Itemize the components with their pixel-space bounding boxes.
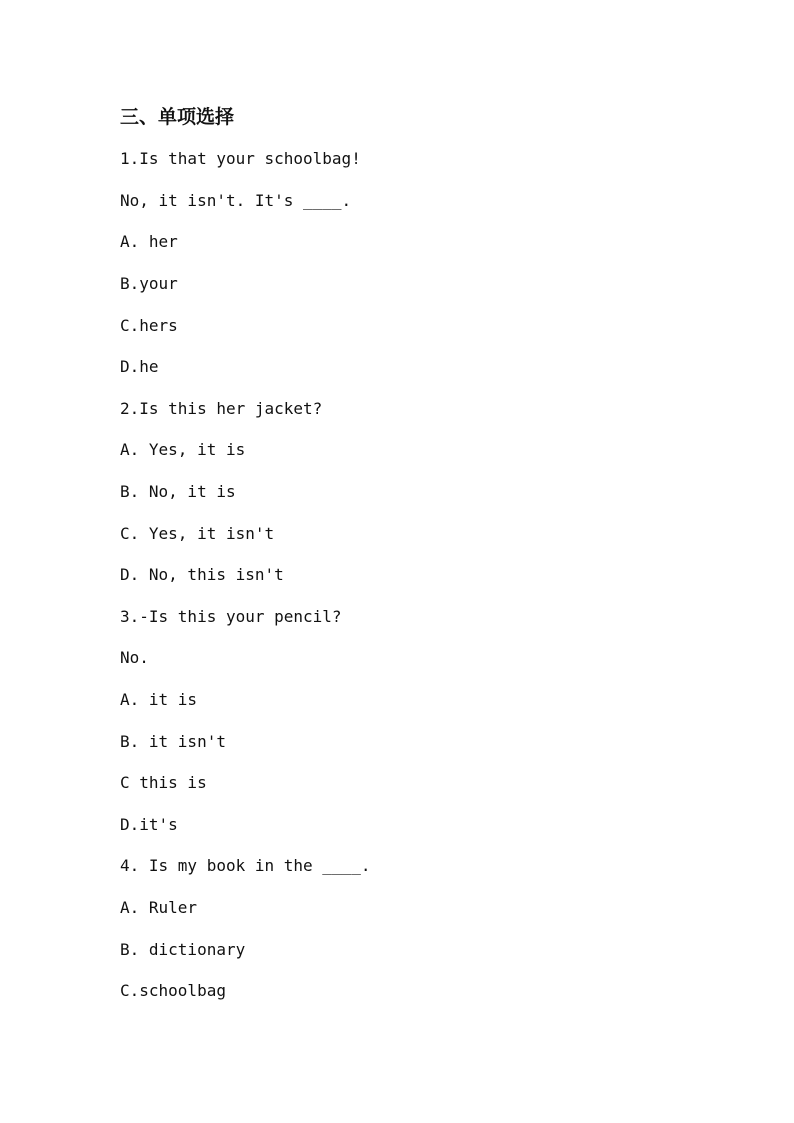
question-2-option-b: B. No, it is	[120, 482, 236, 501]
question-3-option-b: B. it isn't	[120, 732, 226, 751]
question-3-text: 3.-Is this your pencil?	[120, 607, 342, 626]
question-4-text: 4. Is my book in the ____.	[120, 856, 371, 875]
question-2-option-d: D. No, this isn't	[120, 565, 284, 584]
question-4-option-b: B. dictionary	[120, 940, 246, 959]
question-2-text: 2.Is this her jacket?	[120, 399, 323, 418]
question-3-option-a: A. it is	[120, 690, 198, 709]
question-4-option-c: C.schoolbag	[120, 981, 226, 1000]
question-1-option-c: C.hers	[120, 316, 178, 335]
question-2-option-a: A. Yes, it is	[120, 440, 246, 459]
question-1-option-a: A. her	[120, 232, 178, 251]
section-heading: 三、单项选择	[120, 106, 235, 128]
question-3-response: No.	[120, 648, 149, 667]
question-3-option-d: D.it's	[120, 815, 178, 834]
question-2-option-c: C. Yes, it isn't	[120, 524, 275, 543]
question-1-answer-prompt: No, it isn't. It's ____.	[120, 191, 352, 210]
question-4-option-a: A. Ruler	[120, 898, 198, 917]
question-1-text: 1.Is that your schoolbag!	[120, 149, 361, 168]
question-1-option-b: B.your	[120, 274, 178, 293]
question-3-option-c: C this is	[120, 773, 207, 792]
question-1-option-d: D.he	[120, 357, 159, 376]
